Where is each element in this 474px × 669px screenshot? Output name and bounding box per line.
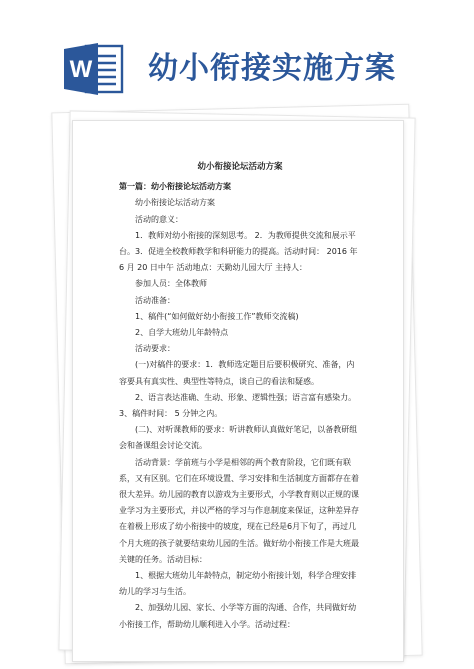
- document-paragraph: 活动要求：: [135, 344, 175, 354]
- document-paragraph: 幼小衔接论坛活动方案: [135, 198, 215, 208]
- document-paragraph: 2、加强幼儿园、家长、小学等方面的沟通、合作，共同做好幼小衔接工作，帮助幼儿顺利进入小学。活动过程：: [119, 603, 357, 629]
- document-title: 幼小衔接论坛活动方案: [197, 162, 283, 172]
- document-header-banner: [0, 0, 474, 110]
- document-paragraph: 参加人员：全体教师: [135, 279, 207, 289]
- document-paragraph: (二)、对听课教师的要求：听讲教师认真做好笔记，以备教研组会和备课组会讨论交流。: [119, 425, 358, 451]
- document-paragraph: (一)对稿件的要求：1．教师选定题目后要积极研究、准备，内容要具有真实性、典型性等特点，谈自己的看法和疑惑。: [119, 360, 355, 386]
- document-paragraph: 2、语言表达准确、生动、形象、逻辑性强；语言富有感染力。 3、稿件时间： 5 分钟之内。: [119, 392, 357, 419]
- page-title: 幼小衔接实施方案: [148, 51, 396, 86]
- document-paragraph: 1、根据大班幼儿年龄特点，制定幼小衔接计划，科学合理安排幼儿的学习与生活。: [119, 571, 357, 597]
- section-heading: 第一篇：幼小衔接论坛活动方案: [119, 182, 231, 192]
- document-paragraph: 活动背景：学前班与小学是相邻的两个教育阶段，它们既有联系，又有区别。它们在环境设置、学习安排和生活制度方面都存在着很大差异。幼儿园的教育以游戏为主要形式，小学教育则以正规的课业学习为主要形式，并以严格的学习与作息制度来保证，这种差异存在着极上形成了幼小衔接中的坡度，现在已经是6月下旬了，再过几个月大班的孩子就要结束幼儿园的生活。做好幼小衔接工作是大班最关键的任务。活动目标：: [119, 457, 359, 564]
- document-paragraph: 1、稿件(“如何做好幼小衔接工作”教师交流稿): [135, 311, 299, 321]
- document-page: [72, 120, 404, 662]
- document-paragraph: 1．教师对幼小衔接的深刻思考。 2．为教师提供交流和展示平台。3．促进全校教师教学和科研能力的提高。活动时间： 2016 年 6 月 20 日中午 活动地点：天勤幼儿园大厅 主持人：: [119, 230, 358, 273]
- document-body: [119, 159, 361, 633]
- document-paragraph: 2、自学大班幼儿年龄特点: [135, 328, 229, 338]
- document-paragraphs: [119, 179, 361, 633]
- word-document-icon: [64, 40, 126, 98]
- word-icon-letter: W: [69, 56, 93, 83]
- document-paragraph: 活动准备：: [135, 295, 175, 305]
- document-paragraph: 活动的意义：: [135, 214, 183, 224]
